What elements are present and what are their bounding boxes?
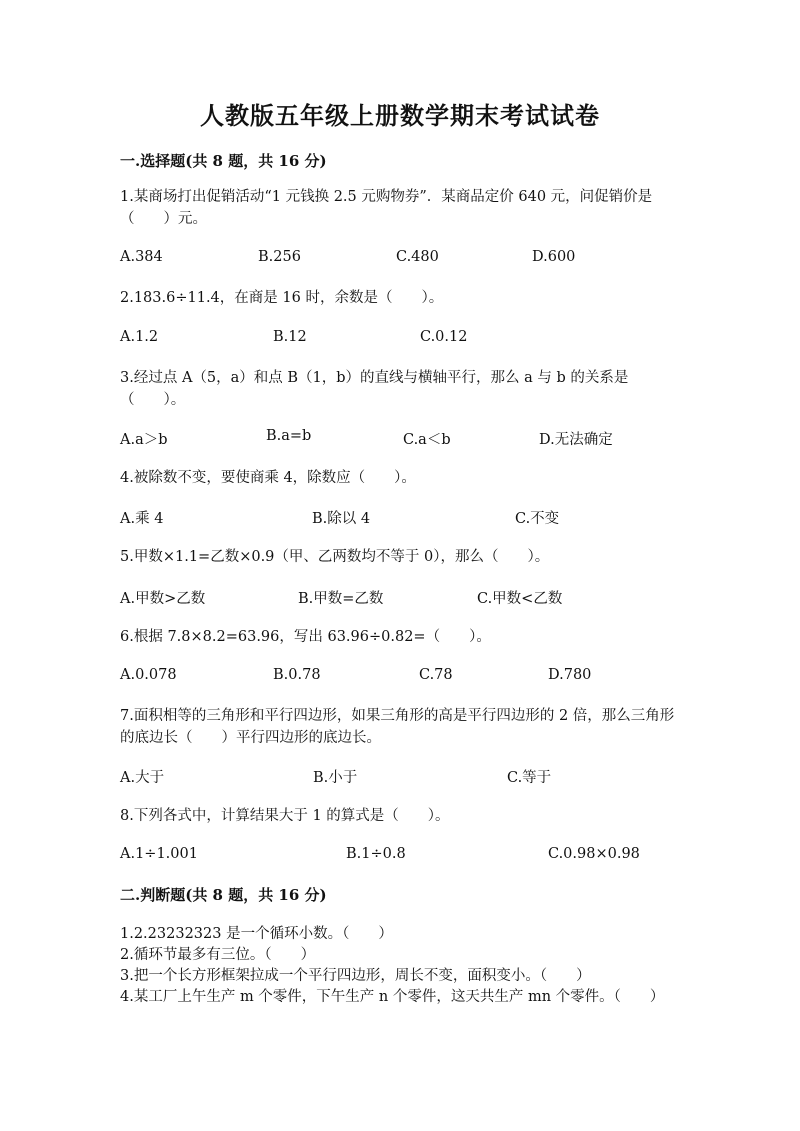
option-b: B.12 <box>273 329 307 345</box>
question-4: 4.被除数不变，要使商乘 4，除数应（ ）。 <box>120 470 416 486</box>
question-7: 7.面积相等的三角形和平行四边形，如果三角形的高是平行四边形的 2 倍，那么三角形的底边长（ ）平行四边形的底边长。 <box>120 708 675 746</box>
option-a: A.1÷1.001 <box>120 846 198 862</box>
option-c: C.78 <box>419 667 453 683</box>
options-3 <box>120 428 720 450</box>
question-5: 5.甲数×1.1=乙数×0.9（甲、乙两数均不等于 0），那么（ ）。 <box>120 549 550 565</box>
question-6: 6.根据 7.8×8.2=63.96，写出 63.96÷0.82=（ ）。 <box>120 629 491 645</box>
option-c: C.甲数<乙数 <box>477 591 563 607</box>
options-8 <box>120 846 720 868</box>
option-c: C.0.12 <box>420 329 468 345</box>
option-c: C.等于 <box>507 770 552 786</box>
option-b: B.小于 <box>313 770 358 786</box>
judgment-item-3: 3.把一个长方形框架拉成一个平行四边形，周长不变，面积变小。（ ） <box>120 968 591 984</box>
question-3: 3.经过点 A（5，a）和点 B（1，b）的直线与横轴平行，那么 a 与 b 的关系是（ ）。 <box>120 370 629 408</box>
judgment-item-2: 2.循环节最多有三位。（ ） <box>120 947 316 963</box>
options-6 <box>120 667 720 689</box>
option-c: C.a＜b <box>403 432 451 448</box>
question-2: 2.183.6÷11.4，在商是 16 时，余数是（ ）。 <box>120 290 444 306</box>
options-5 <box>120 587 720 609</box>
option-a: A.a＞b <box>120 432 168 448</box>
option-d: D.780 <box>548 667 592 683</box>
option-a: A.大于 <box>120 770 165 786</box>
option-b: B.甲数=乙数 <box>298 591 384 607</box>
option-b: B.除以 4 <box>312 511 371 527</box>
option-a: A.384 <box>120 249 163 265</box>
option-a: A.0.078 <box>120 667 177 683</box>
judgment-item-1: 1.2.23232323 是一个循环小数。（ ） <box>120 926 393 942</box>
options-7 <box>120 766 720 788</box>
option-b: B.1÷0.8 <box>346 846 406 862</box>
section-heading-choice: 一.选择题(共 8 题，共 16 分) <box>120 152 327 170</box>
option-b: B.256 <box>258 249 301 265</box>
options-2 <box>120 329 720 351</box>
options-4 <box>120 507 720 529</box>
options-1 <box>120 249 720 271</box>
option-c: C.不变 <box>515 511 560 527</box>
option-a: A.1.2 <box>120 329 159 345</box>
page-title: 人教版五年级上册数学期末考试试卷 <box>200 101 600 130</box>
option-d: D.无法确定 <box>539 432 613 448</box>
option-d: D.600 <box>532 249 576 265</box>
question-1: 1.某商场打出促销活动“1 元钱换 2.5 元购物券”．某商品定价 640 元，问促销价是（ ）元。 <box>120 189 653 227</box>
option-b: B.0.78 <box>273 667 321 683</box>
section-heading-judgment: 二.判断题(共 8 题，共 16 分) <box>120 886 327 904</box>
option-a: A.乘 4 <box>120 511 164 527</box>
option-b: B.a=b <box>266 428 312 444</box>
question-8: 8.下列各式中，计算结果大于 1 的算式是（ ）。 <box>120 808 450 824</box>
option-c: C.480 <box>396 249 439 265</box>
option-a: A.甲数>乙数 <box>120 591 206 607</box>
option-c: C.0.98×0.98 <box>548 846 640 862</box>
judgment-item-4: 4.某工厂上午生产 m 个零件，下午生产 n 个零件，这天共生产 mn 个零件。（ ） <box>120 989 665 1005</box>
